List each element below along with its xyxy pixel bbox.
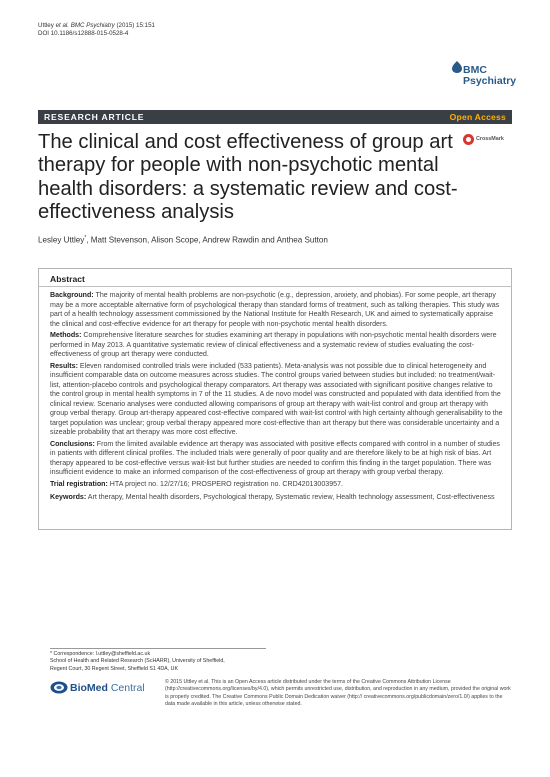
correspondence-footnote: [50, 651, 225, 673]
section-label: Trial registration:: [50, 479, 108, 488]
crossmark-badge[interactable]: [463, 132, 513, 146]
affiliation-line-2: Regent Court, 30 Regent Street, Sheffield S1 4DA, UK: [50, 665, 178, 672]
other-authors: , Matt Stevenson, Alison Scope, Andrew Rawdin and Anthea Sutton: [86, 235, 328, 245]
corresponding-author[interactable]: Lesley Uttley: [38, 235, 85, 245]
journal-logo-text: BMC Psychiatry: [463, 64, 517, 87]
journal-logo: [452, 61, 517, 91]
publisher-logo-bold: BioMed: [70, 682, 108, 694]
publisher-logo-light: Central: [107, 682, 145, 694]
correspondence-email[interactable]: * Correspondence: l.uttley@sheffield.ac.uk: [50, 651, 151, 657]
affiliation-line-1: School of Health and Related Research (ScHARR), University of Sheffield,: [50, 658, 225, 665]
crossmark-label: CrossMark: [476, 136, 504, 142]
citation-line: [38, 22, 155, 30]
journal-logo-icon: [452, 61, 462, 73]
author-list: [38, 235, 328, 245]
section-label: Background:: [50, 291, 94, 299]
section-label: Methods:: [50, 331, 82, 339]
publisher-logo-text: [70, 682, 145, 694]
section-text: From the limited available evidence art therapy was associated with positive effects compared with control in a number of studies in patients with different clinical profiles. The included trials were generally of poor quality and are therefore likely to be at high risk of bias. Art therapy appeared to be cost-effective versus wait-list but further studies are needed to confirm this finding in the target population. There was insufficient evidence to make an informed comparison of the cost-effectiveness of group art therapy with group verbal therapy.: [50, 439, 500, 476]
abstract-heading: Abstract: [50, 274, 85, 284]
section-text: Comprehensive literature searches for studies examining art therapy in populations with non-psychotic mental health disorders were performed in May 2013. A quantitative systematic review of clinical effectiveness and a systematic review of studies evaluating the cost-effectiveness of group art therapy were conducted.: [50, 331, 497, 358]
abstract-background: [50, 291, 504, 329]
citation-journal: BMC Psychiatry: [70, 22, 115, 29]
abstract-methods: [50, 331, 504, 360]
crossmark-icon: [463, 134, 474, 145]
abstract-divider: [38, 286, 512, 287]
citation-authors: Uttley: [38, 22, 54, 29]
article-type: RESEARCH ARTICLE: [44, 112, 145, 122]
citation-rest: (2015) 15:151: [114, 22, 155, 29]
license-text: © 2015 Uttley et al. This is an Open Access article distributed under the terms of the Creative Commons Attribution License (http://creativecommons.org/licenses/by/4.0), which permits unrestricted use, distribution, and reproduction in any medium, provided the original work is properly credited. The Creative Commons Public Domain Dedication waiver (http:// creativecommons.org/publicdomain/zero/1.0/) applies to the data made available in this article, unless otherwise stated.: [165, 679, 511, 708]
abstract-trial-registration: [50, 480, 504, 490]
section-text: The majority of mental health problems are non-psychotic (e.g., depression, anxiety, and phobias). For some people, art therapy may be a more acceptable alternative form of psychological therapy than standard forms of treatment, such as talking therapies. This study was part of a health technology assessment commissioned by the National Institute for Health Research, UK and aimed to systematically appraise the clinical and cost-effective evidence for art therapy for people with non-psychotic mental health disorders.: [50, 291, 500, 328]
citation-header: [38, 22, 155, 39]
footnote-divider: [50, 648, 266, 649]
section-text: Eleven randomised controlled trials were included (533 patients). Meta-analysis was not possible due to clinical heterogeneity and insufficient comparable data on outcome measures across studies. The control groups varied between studies but included: no treatment/wait-list, attention-placebo controls and psychological therapy comparators. Art therapy was associated with significant positive changes relative to the control group in mental health symptoms in 7 of the 11 studies. A de novo model was constructed and populated with data identified from the clinical review. Scenario analyses were conducted allowing comparisons of group art therapy with wait-list control and group art therapy with group verbal therapy. Group art-therapy appeared cost-effective compared with wait-list control with high certainty although generalisability to the target population was unclear; group verbal therapy appeared more cost-effective than art therapy but there was considerable uncertainty and a sizeable probability that art therapy was more cost effective.: [50, 361, 503, 436]
section-label: Conclusions:: [50, 439, 95, 448]
correspondence-marker: *: [84, 235, 87, 241]
section-text: Art therapy, Mental health disorders, Psychological therapy, Systematic review, Health technology assessment, Cost-effectiveness: [86, 493, 495, 501]
article-type-banner: [38, 110, 512, 124]
section-label: Results:: [50, 361, 78, 370]
section-text: HTA project no. 12/27/16; PROSPERO registration no. CRD42013003957.: [107, 479, 343, 488]
abstract-keywords: [50, 493, 504, 503]
doi: DOI 10.1186/s12888-015-0528-4: [38, 30, 129, 38]
citation-etal: et al.: [55, 22, 69, 29]
abstract-results: [50, 362, 504, 438]
section-label: Keywords:: [50, 493, 87, 501]
abstract-body: [50, 291, 504, 505]
publisher-logo: [50, 680, 150, 696]
biomed-central-icon: [50, 681, 68, 694]
abstract-conclusions: [50, 440, 504, 478]
article-title: The clinical and cost effectiveness of group art therapy for people with non-psychotic mental health disorders: a systematic review and cost-effectiveness analysis: [38, 131, 458, 223]
open-access-label: Open Access: [449, 112, 506, 122]
